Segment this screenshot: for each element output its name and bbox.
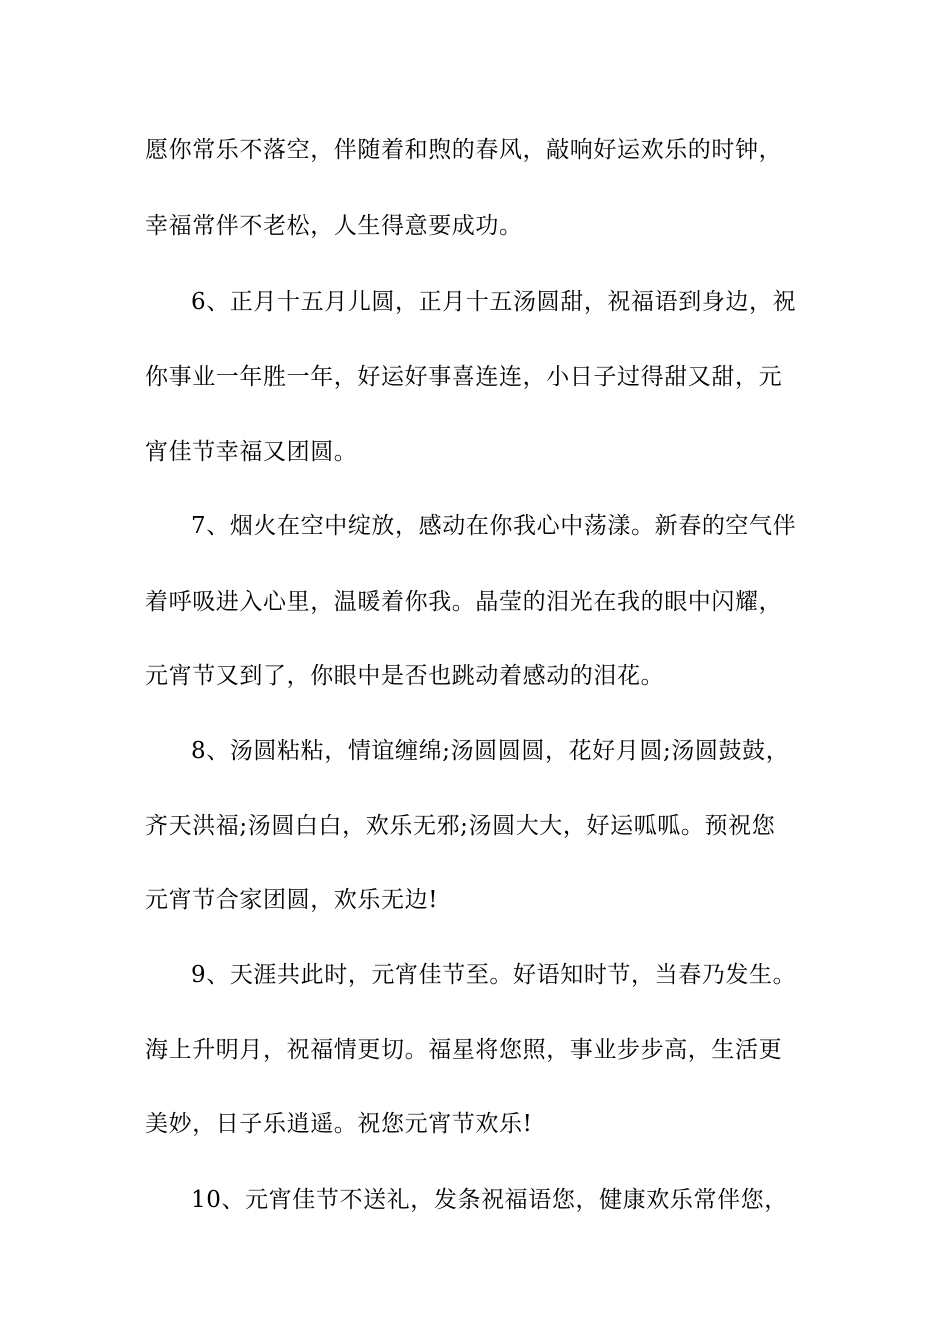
text-line: 元宵节又到了，你眼中是否也跳动着感动的泪花。 [145,663,665,689]
text-line: 愿你常乐不落空，伴随着和煦的春风，敲响好运欢乐的时钟， [145,137,783,163]
text-line: 海上升明月，祝福情更切。福星将您照，事业步步高，生活更 [145,1037,783,1063]
text-line: 齐天洪福;汤圆白白，欢乐无邪;汤圆大大，好运呱呱。预祝您 [145,813,776,839]
paragraph-7-line: 7、烟火在空中绽放，感动在你我心中荡漾。新春的空气伴 [191,513,797,539]
text-line: 着呼吸进入心里，温暖着你我。晶莹的泪光在我的眼中闪耀， [145,589,783,615]
paragraph-8-line: 8、汤圆粘粘，情谊缠绵;汤圆圆圆，花好月圆;汤圆鼓鼓， [191,738,790,764]
text-line: 元宵节合家团圆，欢乐无边! [145,887,439,913]
text-line: 美妙，日子乐逍遥。祝您元宵节欢乐! [145,1111,533,1137]
paragraph-6-line: 6、正月十五月儿圆，正月十五汤圆甜，祝福语到身边，祝 [191,289,797,315]
paragraph-9-line: 9、天涯共此时，元宵佳节至。好语知时节，当春乃发生。 [191,962,797,988]
text-line: 你事业一年胜一年，好运好事喜连连，小日子过得甜又甜，元 [145,364,783,390]
text-line: 宵佳节幸福又团圆。 [145,439,358,465]
text-line: 幸福常伴不老松，人生得意要成功。 [145,213,523,239]
paragraph-10-line: 10、元宵佳节不送礼，发条祝福语您，健康欢乐常伴您， [191,1187,788,1213]
